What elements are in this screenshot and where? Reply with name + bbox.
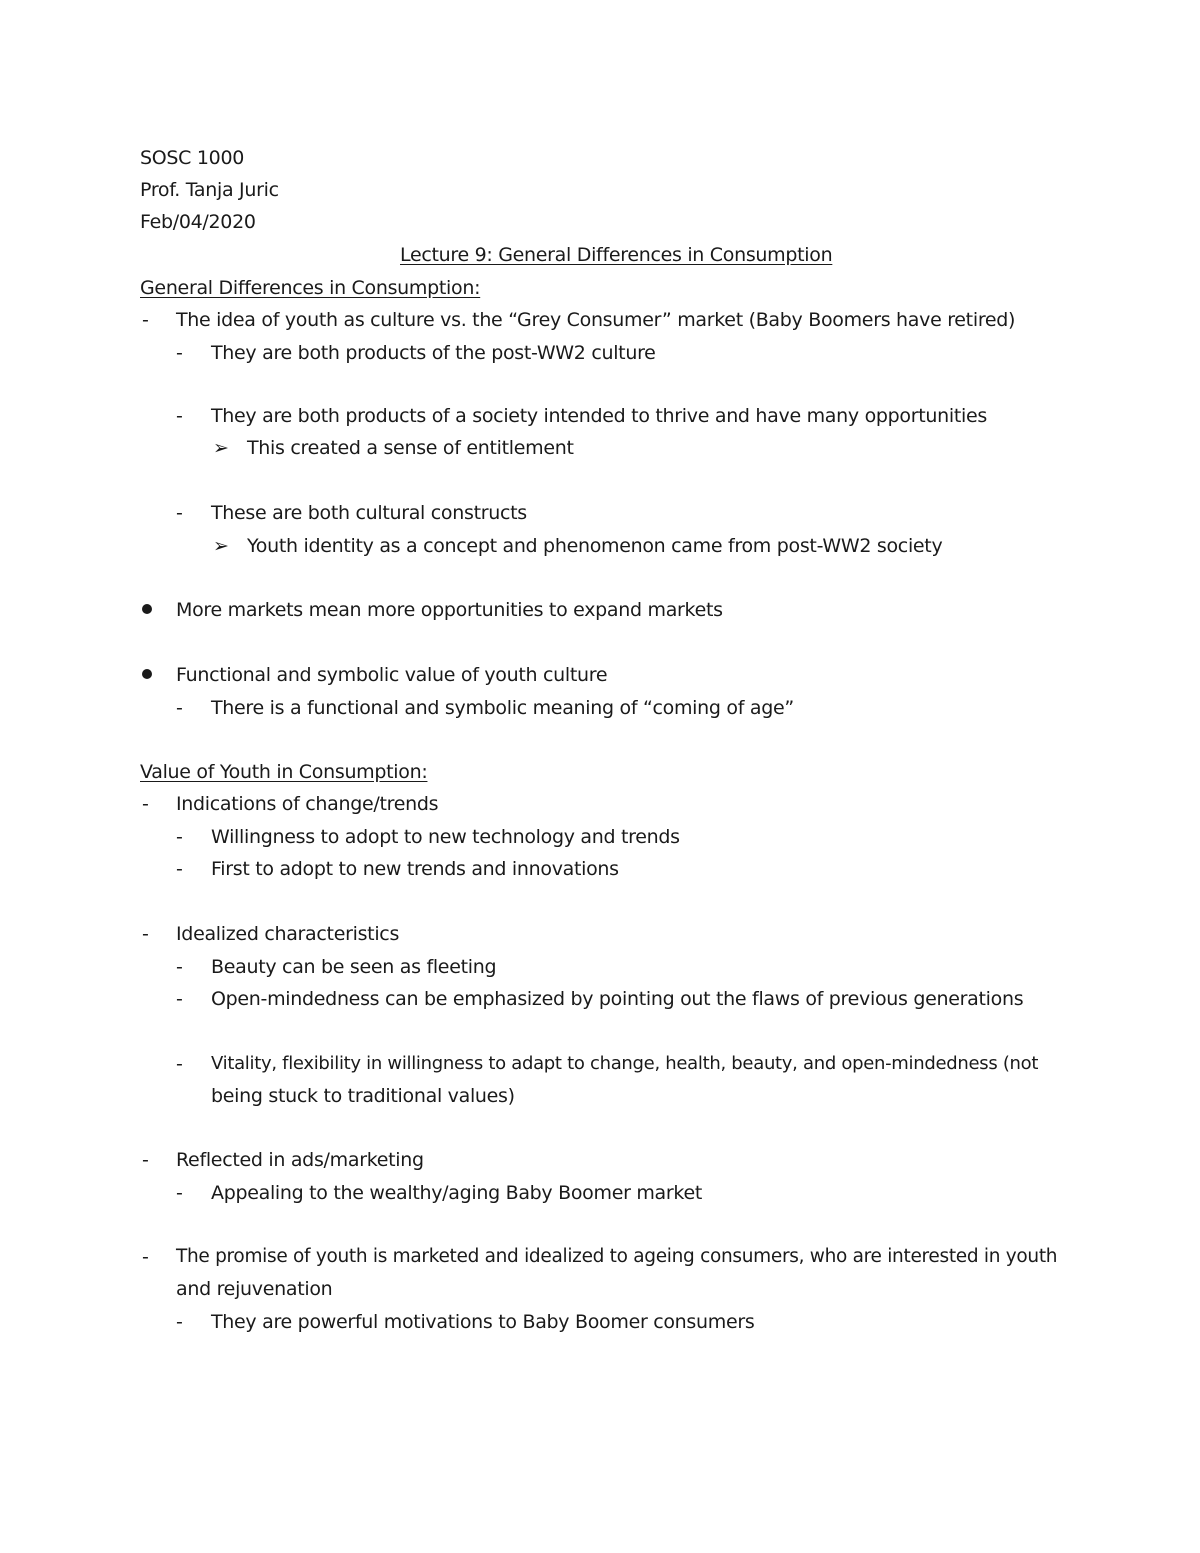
lecture-date: Feb/04/2020 (140, 211, 256, 233)
dash-marker: - (176, 858, 183, 880)
dash-marker: - (176, 342, 183, 364)
list-item: Indications of change/trends (176, 793, 439, 815)
page-title: Lecture 9: General Differences in Consumption (400, 244, 833, 266)
list-item: Vitality, flexibility in willingness to adapt to change, health, beauty, and open-mindedness (not (211, 1053, 1039, 1074)
section-heading-general-differences: General Differences in Consumption: (140, 277, 481, 299)
dash-marker: - (176, 405, 183, 427)
list-item-continuation: and rejuvenation (176, 1278, 333, 1300)
list-item: More markets mean more opportunities to expand markets (176, 599, 723, 621)
list-item-continuation: being stuck to traditional values) (211, 1085, 515, 1107)
arrow-bullet-icon: ➢ (213, 535, 229, 557)
dash-marker: - (176, 826, 183, 848)
section-heading-value-of-youth: Value of Youth in Consumption: (140, 761, 428, 783)
dash-marker: - (176, 1182, 183, 1204)
list-item: Reflected in ads/marketing (176, 1149, 424, 1171)
dash-marker: - (176, 956, 183, 978)
dash-marker: - (176, 1053, 183, 1075)
bullet-dot-icon (142, 604, 152, 614)
list-item: They are powerful motivations to Baby Boomer consumers (211, 1311, 755, 1333)
list-item: The promise of youth is marketed and idealized to ageing consumers, who are interested in youth (176, 1246, 1058, 1267)
list-item: Functional and symbolic value of youth culture (176, 664, 608, 686)
professor-name: Prof. Tanja Juric (140, 179, 279, 201)
arrow-bullet-icon: ➢ (213, 437, 229, 459)
list-item: Willingness to adopt to new technology and trends (211, 826, 680, 848)
dash-marker: - (176, 988, 183, 1010)
dash-marker: - (176, 697, 183, 719)
dash-marker: - (142, 1246, 149, 1268)
dash-marker: - (142, 793, 149, 815)
dash-marker: - (142, 309, 149, 331)
list-item: They are both products of a society intended to thrive and have many opportunities (211, 405, 987, 427)
bullet-dot-icon (142, 669, 152, 679)
dash-marker: - (176, 502, 183, 524)
list-item: The idea of youth as culture vs. the “Grey Consumer” market (Baby Boomers have retired) (176, 309, 1016, 331)
list-item: Idealized characteristics (176, 923, 400, 945)
dash-marker: - (176, 1311, 183, 1333)
list-item: This created a sense of entitlement (247, 437, 574, 459)
list-item: Youth identity as a concept and phenomenon came from post-WW2 society (247, 535, 943, 557)
list-item: They are both products of the post-WW2 culture (211, 342, 656, 364)
list-item: There is a functional and symbolic meaning of “coming of age” (211, 697, 794, 719)
list-item: These are both cultural constructs (211, 502, 527, 524)
course-code: SOSC 1000 (140, 147, 245, 169)
list-item: First to adopt to new trends and innovations (211, 858, 619, 880)
list-item: Beauty can be seen as fleeting (211, 956, 497, 978)
dash-marker: - (142, 923, 149, 945)
list-item: Appealing to the wealthy/aging Baby Boomer market (211, 1182, 702, 1204)
dash-marker: - (142, 1149, 149, 1171)
list-item: Open-mindedness can be emphasized by pointing out the flaws of previous generations (211, 988, 1024, 1010)
